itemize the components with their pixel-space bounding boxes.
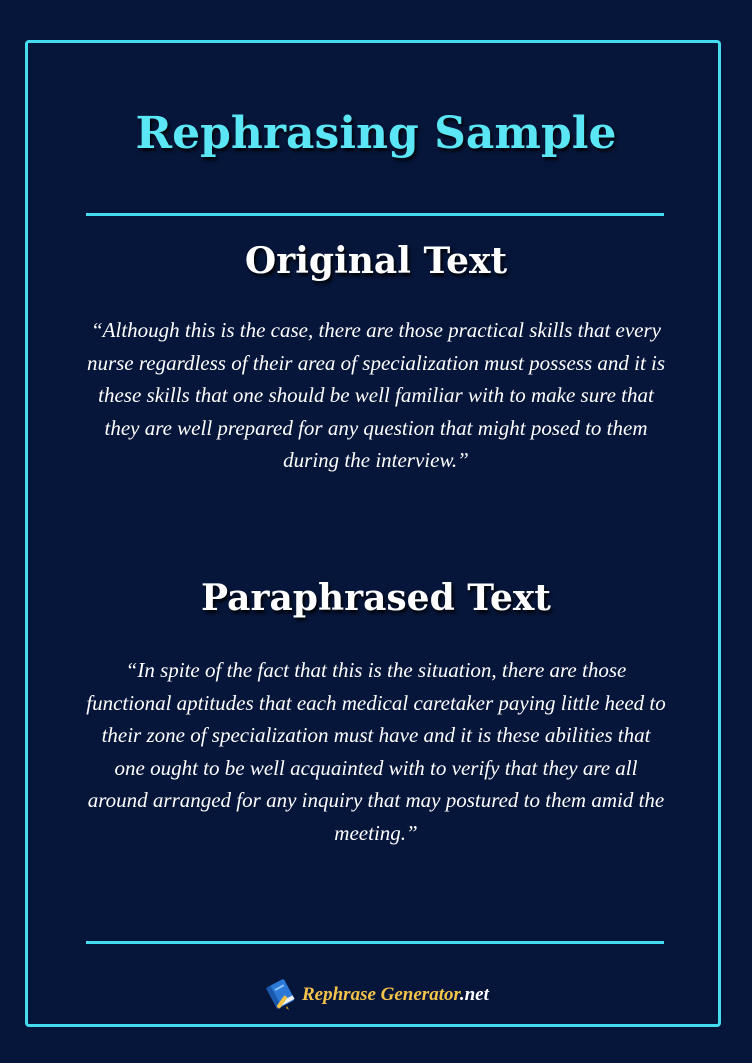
brand-logo[interactable] bbox=[262, 976, 489, 1014]
page-title: Rephrasing Sample bbox=[135, 108, 617, 159]
brand-suffix: .net bbox=[459, 984, 489, 1005]
page-border bbox=[25, 40, 721, 1027]
bottom-divider bbox=[86, 941, 664, 944]
original-text: “Although this is the case, there are those practical skills that every nurse regardless of their area of specialization must possess and it is these skills that one should be well familiar with to make sure that they are well prepared for any question that might posed to them during the interview.” bbox=[86, 318, 666, 472]
paraphrased-heading: Paraphrased Text bbox=[201, 577, 551, 619]
brand-main: Rephrase Generator bbox=[302, 984, 460, 1005]
book-icon bbox=[262, 975, 298, 1016]
brand-name bbox=[302, 984, 489, 1006]
paraphrased-text: “In spite of the fact that this is the situation, there are those functional aptitudes that each medical caretaker paying little heed to their zone of specialization must have and it is these abilities that one ought to be well acquainted with to verify that they are all around arranged for any inquiry that may postured to them amid the meeting.” bbox=[86, 658, 666, 845]
original-heading: Original Text bbox=[244, 240, 508, 282]
top-divider bbox=[86, 213, 664, 216]
